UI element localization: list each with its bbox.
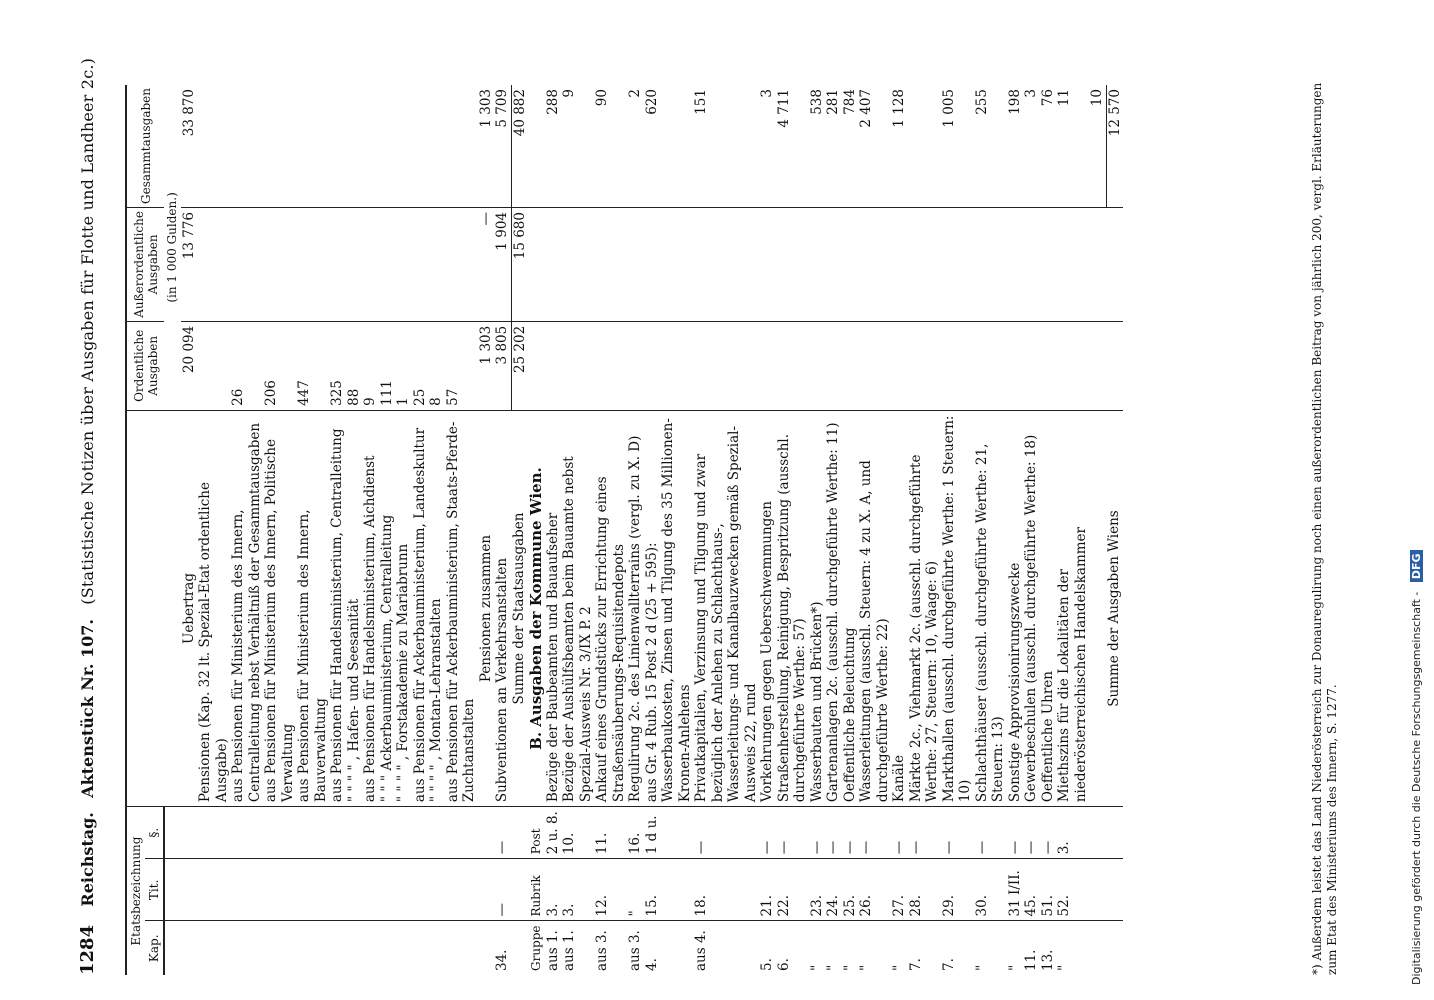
- row-gruppe: 5.: [759, 958, 775, 971]
- section-b-row: [908, 85, 941, 975]
- section-b-row: [594, 85, 627, 975]
- tit-header: Tit.: [145, 859, 164, 921]
- row-description: Bezüge der Aushülfsbeamten beim Bauamte nebst Spezial-Ausweis Nr. 3/IX P. 2: [561, 410, 594, 806]
- gruppe-header: Gruppe: [529, 925, 543, 971]
- section-a-row: [181, 85, 198, 975]
- row-value: 111: [379, 321, 396, 410]
- row-gruppe: ": [1006, 964, 1023, 971]
- row-rubrik: 24.: [825, 859, 842, 921]
- row-gruppe: ": [808, 964, 825, 971]
- footnote: *) Außerdem leistet das Land Niederösterreich zur Donauregulirung noch einen außerordentlichen Beitrag von jährlich 200, vergl. Erläuterungen zum Etat des Ministeriums des Innern, S. 1277.: [1310, 82, 1339, 975]
- statistics-table: [125, 85, 1123, 975]
- row-gruppe: aus 1.: [544, 930, 561, 971]
- section-a-row: [445, 85, 478, 975]
- section-b-row: [1056, 85, 1089, 975]
- document-number: Aktenstück Nr. 107.: [78, 619, 97, 798]
- row-gesammt: 76: [1040, 85, 1057, 208]
- section-b-row: [974, 85, 1007, 975]
- row-rubrik: 22.: [776, 859, 809, 921]
- staats-sum-ao: 15 680: [511, 208, 528, 322]
- par-header: §.: [145, 807, 164, 859]
- row-post: 3.: [1056, 807, 1089, 859]
- row-gruppe: 7.: [940, 958, 957, 971]
- section-name: Reichstag.: [78, 812, 97, 907]
- row-value: 1: [395, 321, 412, 410]
- ordentliche-header: Ordentliche Ausgaben: [126, 321, 164, 410]
- row-gesammt: 9: [561, 85, 594, 208]
- row-description: Straßenherstellung, Reinigung, Bespritzung (ausschl. durchgeführte Werthe: 57): [776, 410, 809, 806]
- row-gesammt: 3: [759, 85, 776, 208]
- subventionen-ao: 1 904: [494, 208, 511, 322]
- row-description: Wasserleitungen (ausschl. Steuern: 4 zu X. A, und durchgeführte Werthe: 22): [858, 410, 891, 806]
- row-gesammt: 33 870: [181, 85, 198, 208]
- document-title: (Statistische Notizen über Ausgaben für Flotte und Landheer 2c.): [78, 57, 97, 605]
- row-post: 10.: [561, 807, 594, 859]
- extra-value: 10: [1089, 85, 1106, 208]
- section-a-row: [379, 85, 396, 975]
- row-description: aus Pensionen für Ministerium des Innern, Bauverwaltung: [296, 410, 329, 806]
- row-description: Wasserbauten und Brücken*): [809, 410, 826, 806]
- row-post: —: [891, 807, 908, 859]
- row-post: 16.: [627, 807, 644, 859]
- section-a-row: [362, 85, 379, 975]
- row-rubrik: 3.: [545, 859, 562, 921]
- section-b-row: [1023, 85, 1040, 975]
- units-label: (in 1 000 Gulden.): [164, 85, 181, 410]
- row-gruppe: aus 3.: [627, 930, 643, 971]
- row-gesammt: 151: [693, 85, 759, 208]
- row-rubrik: 27.: [891, 859, 908, 921]
- section-b-row: [627, 85, 644, 975]
- page-number: 1284: [77, 924, 98, 975]
- etatsbezeichnung-header: Etatsbezeichnung: [126, 807, 145, 975]
- row-rubrik: 31 I/II.: [1007, 859, 1024, 921]
- section-a-row: [197, 85, 230, 975]
- row-description: Märkte 2c., Viehmarkt 2c. (ausschl. durchgeführte Werthe: 27, Steuern: 10, Waage: 6): [908, 410, 941, 806]
- row-gesammt: [908, 85, 941, 208]
- row-description: aus Pensionen für Handelsministerium, Centralleitung: [329, 410, 346, 806]
- row-rubrik: 26.: [858, 859, 891, 921]
- row-value: 8: [428, 321, 445, 410]
- row-description: " " " " , Montan-Lehranstalten: [428, 410, 445, 806]
- section-b-row: [809, 85, 826, 975]
- section-a-row: [329, 85, 346, 975]
- row-rubrik: ": [627, 859, 644, 921]
- row-description: Regulirung 2c. des Linienwallterrains (vergl. zu X. D): [627, 410, 644, 806]
- row-gesammt: 2 407: [858, 85, 891, 208]
- row-gesammt: 3: [1023, 85, 1040, 208]
- row-gesammt: 2: [627, 85, 644, 208]
- section-b-row: [1040, 85, 1057, 975]
- row-post: —: [1023, 807, 1040, 859]
- row-gesammt: 538: [809, 85, 826, 208]
- row-value: 25: [412, 321, 429, 410]
- row-rubrik: 30.: [974, 859, 1007, 921]
- section-a-row: [230, 85, 263, 975]
- row-rubrik: 25.: [842, 859, 859, 921]
- pensionen-total-label: Pensionen zusammen: [478, 410, 495, 806]
- row-post: —: [941, 807, 974, 859]
- row-description: Oeffentliche Uhren: [1040, 410, 1057, 806]
- row-post: —: [974, 807, 1007, 859]
- row-description: Privatkapitalien, Verzinsung und Tilgung und zwar bezüglich der Anlehen zu Schlachthaus-, Wasserleitungs- und Kanalbauzwecken gemäß Spezial-Ausweis 22, rund: [693, 410, 759, 806]
- digitization-credit: [1410, 10, 1430, 990]
- row-gruppe: 7.: [907, 958, 924, 971]
- section-a-totals: [478, 85, 545, 975]
- row-gesammt: 281: [825, 85, 842, 208]
- row-post: 1 d u.: [644, 807, 694, 859]
- row-rubrik: 28.: [908, 859, 941, 921]
- row-value: 325: [329, 321, 346, 410]
- row-description: Bezüge der Baubeamten und Bauaufseher: [545, 410, 562, 806]
- row-gruppe: 11.: [1023, 949, 1039, 971]
- row-description: " " " " , Hafen- und Seesanität: [346, 410, 363, 806]
- row-post: —: [1040, 807, 1057, 859]
- section-a-row: [263, 85, 296, 975]
- section-b-row: [759, 85, 776, 975]
- post-header: Post: [528, 807, 545, 859]
- pensionen-total-ao: —: [478, 208, 495, 322]
- row-rubrik: 29.: [941, 859, 974, 921]
- row-description: " " " " , Forstakademie zu Mariabrunn: [395, 410, 412, 806]
- row-description: Gartenanlagen 2c. (ausschl. durchgeführte Werthe: 11): [825, 410, 842, 806]
- section-b-row: [825, 85, 842, 975]
- row-gruppe: ": [825, 964, 841, 971]
- row-post: —: [858, 807, 891, 859]
- row-gesammt: 288: [545, 85, 562, 208]
- credit-text: Digitalisierung gefördert durch die Deutsche Forschungsgemeinschaft -: [1410, 591, 1423, 985]
- section-b-totals: [1089, 85, 1123, 975]
- row-post: —: [693, 807, 759, 859]
- row-description: aus Pensionen für Handelsministerium, Aichdienst: [362, 410, 379, 806]
- row-description: Kanäle: [891, 410, 908, 806]
- row-description: aus Pensionen für Ministerium des Innern, Politische Verwaltung: [263, 410, 296, 806]
- row-description: Pensionen (Kap. 32 lt. Spezial-Etat ordentliche Ausgabe): [197, 410, 230, 806]
- row-description: Gewerbeschulen (ausschl. durchgeführte Werthe: 18): [1023, 410, 1040, 806]
- row-gruppe: ": [858, 964, 874, 971]
- row-post: —: [908, 807, 941, 859]
- row-post: —: [809, 807, 826, 859]
- section-b-row: [891, 85, 908, 975]
- row-description: aus Pensionen für Ackerbauministerium, Landeskultur: [412, 410, 429, 806]
- section-b-row: [1007, 85, 1024, 975]
- row-value: 447: [296, 321, 329, 410]
- wien-sum-label: Summe der Ausgaben Wiens: [1106, 410, 1123, 806]
- row-rubrik: 3.: [561, 859, 594, 921]
- subventionen-kap: 34.: [494, 949, 510, 971]
- row-post: —: [776, 807, 809, 859]
- row-post: 2 u. 8.: [545, 807, 562, 859]
- ausserordentliche-header: Außerordentliche Ausgaben: [126, 208, 164, 322]
- section-a-row: [346, 85, 363, 975]
- row-ordentliche: 20 094: [181, 321, 198, 410]
- subventionen-label: Subventionen an Verkehrsanstalten: [494, 410, 511, 806]
- row-post: —: [759, 807, 776, 859]
- section-a-body: [164, 85, 478, 975]
- section-b-row: [941, 85, 974, 975]
- section-a-row: [296, 85, 329, 975]
- subventionen-par: —: [494, 807, 511, 859]
- row-gruppe: ": [891, 964, 907, 971]
- subventionen-tit: —: [494, 859, 511, 921]
- dfg-logo: DFG: [1410, 550, 1423, 582]
- row-rubrik: 23.: [809, 859, 826, 921]
- row-value: 57: [445, 321, 478, 410]
- row-description: Schlachthäuser (ausschl. durchgeführte Werthe: 21, Steuern: 13): [974, 410, 1007, 806]
- row-gruppe: ": [973, 964, 990, 971]
- pensionen-total-ges: 1 303: [478, 85, 495, 208]
- kap-header: Kap.: [145, 921, 164, 975]
- row-gesammt: 90: [594, 85, 627, 208]
- row-post: —: [1007, 807, 1024, 859]
- gesammt-header: Gesammtausgaben: [126, 85, 164, 208]
- row-gruppe: 13.: [1039, 949, 1056, 971]
- staats-sum-label: Summe der Staatsausgaben: [511, 410, 528, 806]
- row-gruppe: aus 1.: [561, 930, 577, 971]
- pensionen-total-ord: 1 303: [478, 321, 495, 410]
- section-b-row: [644, 85, 694, 975]
- section-a-row: [412, 85, 429, 975]
- row-description: Miethszins für die Lokalitäten der niederösterreichischen Handelskammer: [1056, 410, 1089, 806]
- row-description: Markthallen (ausschl. durchgeführte Werthe: 1 Steuern: 10): [941, 410, 974, 806]
- row-rubrik: 21.: [759, 859, 776, 921]
- section-a-row: [395, 85, 412, 975]
- row-description: aus Pensionen für Ackerbauministerium, Staats-Pferde-Zuchtanstalten: [445, 410, 478, 806]
- row-gruppe: aus 3.: [594, 930, 610, 971]
- section-b-body: [545, 85, 1090, 975]
- row-rubrik: 15.: [644, 859, 694, 921]
- subventionen-ges: 5 709: [494, 85, 511, 208]
- row-gesammt: 620: [644, 85, 694, 208]
- row-rubrik: 51.: [1040, 859, 1057, 921]
- row-gesammt: 784: [842, 85, 859, 208]
- row-post: 11.: [594, 807, 627, 859]
- row-gesammt: 1 005: [941, 85, 974, 208]
- row-description: Sonstige Approvisionirungszwecke: [1007, 410, 1024, 806]
- row-value: 88: [346, 321, 363, 410]
- row-ausserordentliche: 13 776: [181, 208, 198, 322]
- row-gruppe: aus 4.: [693, 930, 709, 971]
- row-gruppe: 6.: [775, 958, 792, 971]
- row-gesammt: [197, 85, 230, 208]
- row-gruppe: 4.: [643, 958, 660, 971]
- row-rubrik: 12.: [594, 859, 627, 921]
- row-description: aus Pensionen für Ministerium des Innern, Centralleitung nebst Verhältniß der Gesammtausgaben: [230, 410, 263, 806]
- row-gesammt: 4 711: [776, 85, 809, 208]
- section-b-row: [842, 85, 859, 975]
- row-rubrik: 52.: [1056, 859, 1089, 921]
- row-gruppe: ": [841, 964, 858, 971]
- description-header: [126, 410, 164, 806]
- row-gesammt: 255: [974, 85, 1007, 208]
- section-b-row: [693, 85, 759, 975]
- row-gesammt: 11: [1056, 85, 1089, 208]
- section-b-row: [545, 85, 562, 975]
- staats-sum-ord: 25 202: [511, 321, 528, 410]
- section-b-row: [561, 85, 594, 975]
- row-description: Vorkehrungen gegen Ueberschwemmungen: [759, 410, 776, 806]
- row-gruppe: ": [1056, 964, 1072, 971]
- row-description: aus Gr. 4 Rub. 15 Post 2 d (25 + 595): Wasserbaukosten, Zinsen und Tilgung des 35 Millionen-Kronen-Anlehens: [644, 410, 694, 806]
- row-gesammt: 1 128: [891, 85, 908, 208]
- row-value: 9: [362, 321, 379, 410]
- row-value: 26: [230, 321, 263, 410]
- row-gesammt: 198: [1007, 85, 1024, 208]
- row-ordentliche: [197, 321, 230, 410]
- page-header: [77, 15, 120, 975]
- row-value: 206: [263, 321, 296, 410]
- row-rubrik: 18.: [693, 859, 759, 921]
- rubrik-header: Rubrik: [528, 859, 545, 921]
- section-b-row: [776, 85, 809, 975]
- subventionen-ord: 3 805: [494, 321, 511, 410]
- staats-sum-ges: 40 882: [511, 85, 528, 208]
- row-description: " " " Ackerbauministerium, Centralleitung: [379, 410, 396, 806]
- row-description: Uebertrag: [181, 410, 198, 806]
- section-b-title: B. Ausgaben der Kommune Wien.: [528, 410, 545, 806]
- row-description: Ankauf eines Grundstücks zur Errichtung eines Straßensäuberungs-Requisitendepots: [594, 410, 627, 806]
- document-page: [77, 15, 1380, 975]
- row-ausserordentliche: [197, 208, 230, 322]
- section-a-row: [428, 85, 445, 975]
- section-b-row: [858, 85, 891, 975]
- row-description: Oeffentliche Beleuchtung: [842, 410, 859, 806]
- wien-sum-ges: 12 570: [1106, 85, 1123, 208]
- row-post: —: [842, 807, 859, 859]
- row-rubrik: 45.: [1023, 859, 1040, 921]
- row-post: —: [825, 807, 842, 859]
